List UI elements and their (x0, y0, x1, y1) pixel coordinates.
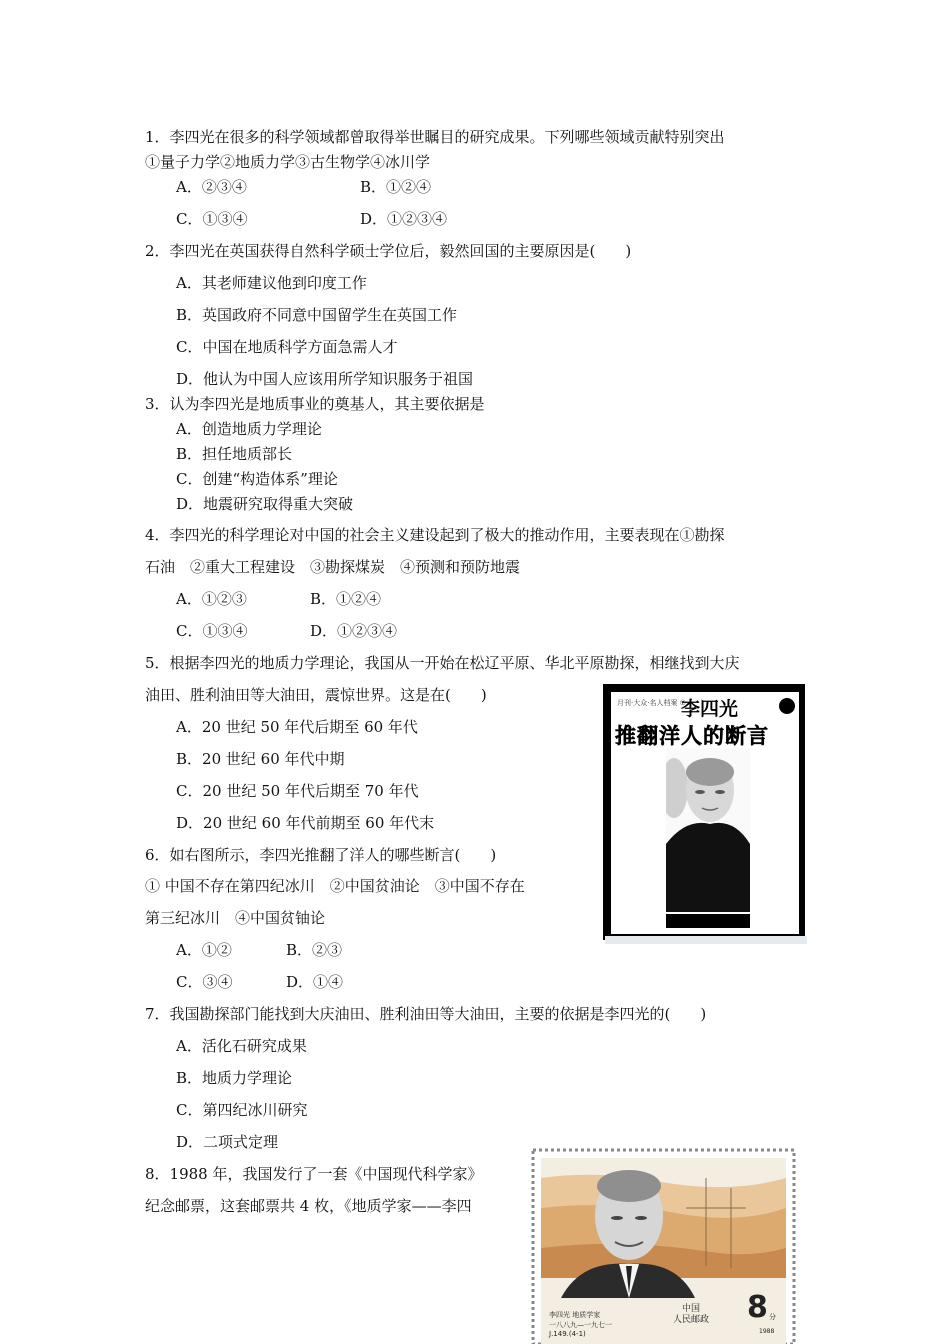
q7-option-a: A．活化石研究成果 (176, 1037, 307, 1055)
q4-option-d: D．①②③④ (310, 622, 398, 640)
stamp-country-line1: 中国 (682, 1304, 701, 1314)
magazine-series-label: 月刊·大众·名人档案 ⑦ (617, 699, 686, 707)
q5-option-a: A．20 世纪 50 年代后期至 60 年代 (176, 718, 418, 736)
magazine-cover-headline: 推翻洋人的断言 (615, 724, 769, 748)
q2-stem: 2．李四光在英国获得自然科学硕士学位后，毅然回国的主要原因是( ) (145, 242, 632, 260)
q2-option-a: A．其老师建议他到印度工作 (176, 274, 367, 292)
q3-option-b: B．担任地质部长 (176, 445, 293, 463)
q2-option-b: B．英国政府不同意中国留学生在英国工作 (176, 306, 458, 324)
magazine-cover-name: 李四光 (681, 698, 739, 720)
q1-stem-line1: 1．李四光在很多的科学领域都曾取得举世瞩目的研究成果。下列哪些领域贡献特别突出 (145, 128, 725, 146)
q7-stem: 7．我国勘探部门能找到大庆油田、胜利油田等大油田，主要的依据是李四光的( ) (145, 1005, 707, 1023)
q4-option-b: B．①②④ (310, 590, 382, 608)
q6-option-a: A．①② (176, 941, 232, 959)
stamp-face-value: 8 (747, 1290, 768, 1325)
q7-option-c: C．第四纪冰川研究 (176, 1101, 308, 1119)
stamp-caption-code: J.149.(4-1) (549, 1330, 586, 1338)
q7-option-d: D．二项式定理 (176, 1133, 279, 1151)
q5-stem-line1: 5．根据李四光的地质力学理论，我国从一开始在松辽平原、华北平原勘探，相继找到大庆 (145, 654, 740, 672)
q3-option-c: C．创建“构造体系”理论 (176, 470, 338, 488)
q6-option-c: C．③④ (176, 973, 233, 991)
stamp-caption-name: 李四光 地质学家 (549, 1311, 601, 1319)
commemorative-stamp-figure (531, 1148, 796, 1344)
q5-option-b: B．20 世纪 60 年代中期 (176, 750, 345, 768)
q1-option-c: C．①③④ (176, 210, 248, 228)
q3-option-a: A．创造地质力学理论 (176, 420, 322, 438)
q6-stem-line3: 第三纪冰川 ④中国贫铀论 (145, 909, 326, 927)
q1-option-a: A．②③④ (176, 178, 247, 196)
stamp-value-unit: 分 (769, 1313, 776, 1321)
q4-stem-line1: 4．李四光的科学理论对中国的社会主义建设起到了极大的推动作用，主要表现在①勘探 (145, 526, 725, 544)
q5-option-c: C．20 世纪 50 年代后期至 70 年代 (176, 782, 419, 800)
q4-option-a: A．①②③ (176, 590, 247, 608)
q6-option-b: B．②③ (286, 941, 343, 959)
q1-option-d: D．①②③④ (360, 210, 448, 228)
q4-stem-line2: 石油 ②重大工程建设 ③勘探煤炭 ④预测和预防地震 (145, 558, 521, 576)
stamp-country-line2: 人民邮政 (673, 1315, 710, 1325)
q2-option-c: C．中国在地质科学方面急需人才 (176, 338, 398, 356)
q6-option-d: D．①④ (286, 973, 344, 991)
stamp-caption-years: 一八八九—一九七一 (549, 1321, 612, 1329)
q8-stem-line2: 纪念邮票，这套邮票共 4 枚，《地质学家——李四 (145, 1197, 472, 1215)
magazine-badge-icon (779, 698, 795, 714)
magazine-cover-figure (603, 684, 805, 940)
q6-stem-line2: ① 中国不存在第四纪冰川 ②中国贫油论 ③中国不存在 (145, 877, 525, 895)
q7-option-b: B．地质力学理论 (176, 1069, 293, 1087)
magazine-bottom-strip (605, 936, 807, 944)
q2-option-d: D．他认为中国人应该用所学知识服务于祖国 (176, 370, 474, 388)
q6-stem-line1: 6．如右图所示，李四光推翻了洋人的哪些断言( ) (145, 846, 497, 864)
stamp-year: 1988 (759, 1328, 775, 1335)
portrait-photo-icon (666, 748, 750, 928)
q3-option-d: D．地震研究取得重大突破 (176, 495, 354, 513)
q8-stem-line1: 8．1988 年，我国发行了一套《中国现代科学家》 (145, 1165, 483, 1183)
q5-stem-line2: 油田、胜利油田等大油田，震惊世界。这是在( ) (145, 686, 487, 704)
q4-option-c: C．①③④ (176, 622, 248, 640)
stamp-country (673, 1304, 709, 1326)
q1-option-b: B．①②④ (360, 178, 432, 196)
q1-stem-line2: ①量子力学②地质力学③古生物学④冰川学 (145, 153, 431, 171)
q3-stem: 3．认为李四光是地质事业的奠基人，其主要依据是 (145, 395, 485, 413)
magazine-cover-inner (611, 692, 799, 934)
q5-option-d: D．20 世纪 60 年代前期至 60 年代末 (176, 814, 435, 832)
